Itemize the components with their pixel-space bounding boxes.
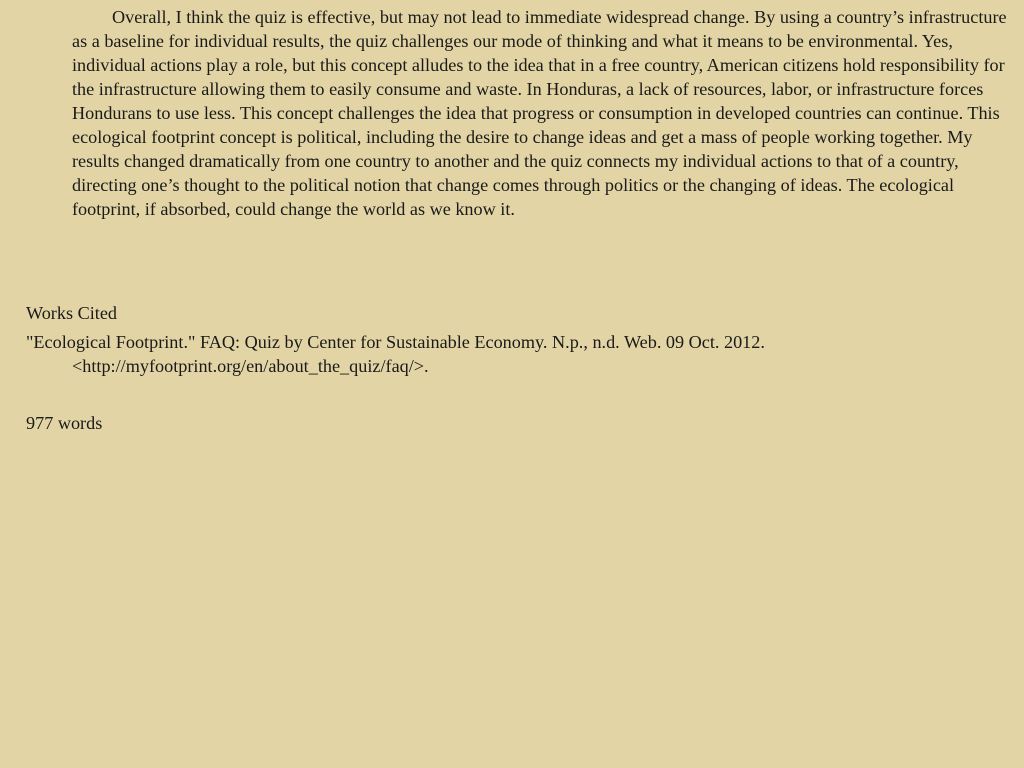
conclusion-paragraph: Overall, I think the quiz is effective, but may not lead to immediate widespread change. By using a country’s infrastructure as a baseline for individual results, the quiz challenges our mode of thinking and what it means to be environmental. Yes, individual actions play a role, but this concept alludes to the idea that in a free country, American citizens hold responsibility for the infrastructure allowing them to easily consume and waste. In Honduras, a lack of resources, labor, or infrastructure forces Hondurans to use less. This concept challenges the idea that progress or consumption in developed countries can continue. This ecological footprint concept is political, including the desire to change ideas and get a mass of people working together. My results changed dramatically from one country to another and the quiz connects my individual actions to that of a country, directing one’s thought to the political notion that change comes through politics or the changing of ideas. The ecological footprint, if absorbed, could change the world as we know it.: [72, 7, 1007, 219]
citation-entry: [26, 330, 1024, 378]
word-count: 977 words: [26, 413, 103, 433]
citation-url: <http://myfootprint.org/en/about_the_quiz/faq/>.: [72, 356, 429, 376]
works-cited-heading: Works Cited: [26, 303, 117, 323]
citation-source: "Ecological Footprint." FAQ: Quiz by Center for Sustainable Economy. N.p., n.d. Web. 09 Oct. 2012.: [26, 332, 765, 352]
